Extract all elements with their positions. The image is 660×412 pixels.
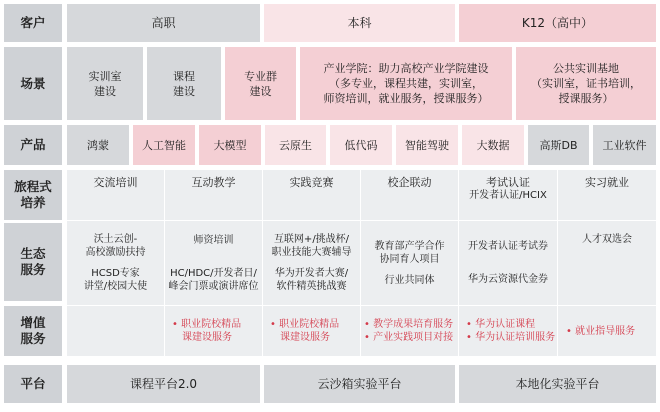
platform-local-lab: 本地化实验平台 <box>459 365 656 403</box>
scene-lab-building: 实训室 建设 <box>67 47 143 120</box>
value-services-col5: • 华为认证课程 • 华为认证培训服务 <box>466 306 557 356</box>
product-harmony: 鸿蒙 <box>67 125 129 165</box>
stage-exam-subtitle: 开发者认证/HCIX <box>469 190 547 201</box>
stage-exchange-training: 交流培训 <box>93 176 138 189</box>
eco-services-col5: 开发者认证考试券 华为云资源代金券 <box>468 241 548 285</box>
customer-vocational: 高职 <box>67 4 260 42</box>
scene-public-training-base: 公共实训基地 （实训室，证书培训， 授课服务） <box>516 47 656 120</box>
row-header-value: 增值 服务 <box>4 306 62 356</box>
scene-industry-college: 产业学院：助力高校产业学院建设 （多专业，课程共建，实训室， 师资培训，就业服务，授课服务） <box>300 47 512 120</box>
value-services-col4: • 教学成果培育服务 • 产业实践项目对接 <box>364 306 458 356</box>
value-services-col2: • 职业院校精品 课建设服务 <box>172 306 262 356</box>
customer-undergrad: 本科 <box>264 4 455 42</box>
eco-services-col3: 互联网+/挑战杯/ 职业技能大赛辅导 华为开发者大赛/ 软件精英挑战赛 <box>271 234 352 292</box>
stage-practice-competition: 实践竞赛 <box>289 176 334 189</box>
value-services-col3: • 职业院校精品 课建设服务 <box>270 306 360 356</box>
row-header-platform: 平台 <box>4 365 62 403</box>
eco-services-col6: 人才双选会 <box>582 234 632 245</box>
product-ai: 人工智能 <box>133 125 195 165</box>
product-cloud-native: 云原生 <box>265 125 326 165</box>
customer-k12: K12（高中） <box>459 4 656 42</box>
eco-services-col2: 师资培训 HC/HDC/开发者日/ 峰会门票或演讲席位 <box>168 234 259 292</box>
scene-major-cluster: 专业群 建设 <box>225 47 296 120</box>
product-industrial-software: 工业软件 <box>593 125 656 165</box>
row-header-product: 产品 <box>4 125 62 165</box>
stage-interactive-teaching: 互动教学 <box>191 176 236 189</box>
value-services-col6: • 就业指导服务 <box>566 306 656 356</box>
row-header-eco: 生态 服务 <box>4 223 62 301</box>
row-header-customer: 客户 <box>4 4 62 42</box>
row-header-journey: 旅程式 培养 <box>4 170 62 220</box>
product-large-model: 大模型 <box>199 125 261 165</box>
stage-internship-employment: 实习就业 <box>585 176 629 189</box>
product-low-code: 低代码 <box>330 125 392 165</box>
row-header-scene: 场景 <box>4 47 62 120</box>
scene-course-building: 课程 建设 <box>147 47 221 120</box>
platform-cloud-sandbox: 云沙箱实验平台 <box>264 365 455 403</box>
product-smart-driving: 智能驾驶 <box>396 125 458 165</box>
product-big-data: 大数据 <box>462 125 524 165</box>
eco-services-col4: 教育部产学合作 协同育人项目 行业共同体 <box>374 240 445 286</box>
platform-course: 课程平台2.0 <box>67 365 260 403</box>
eco-services-col1: 沃土云创- 高校激励扶持 HCSD专家 讲堂/校园大使 <box>83 234 148 292</box>
stage-school-enterprise: 校企联动 <box>387 176 432 189</box>
stage-exam-certification: 考试认证 开发者认证/HCIX <box>469 176 547 201</box>
product-gaussdb: 高斯DB <box>528 125 589 165</box>
